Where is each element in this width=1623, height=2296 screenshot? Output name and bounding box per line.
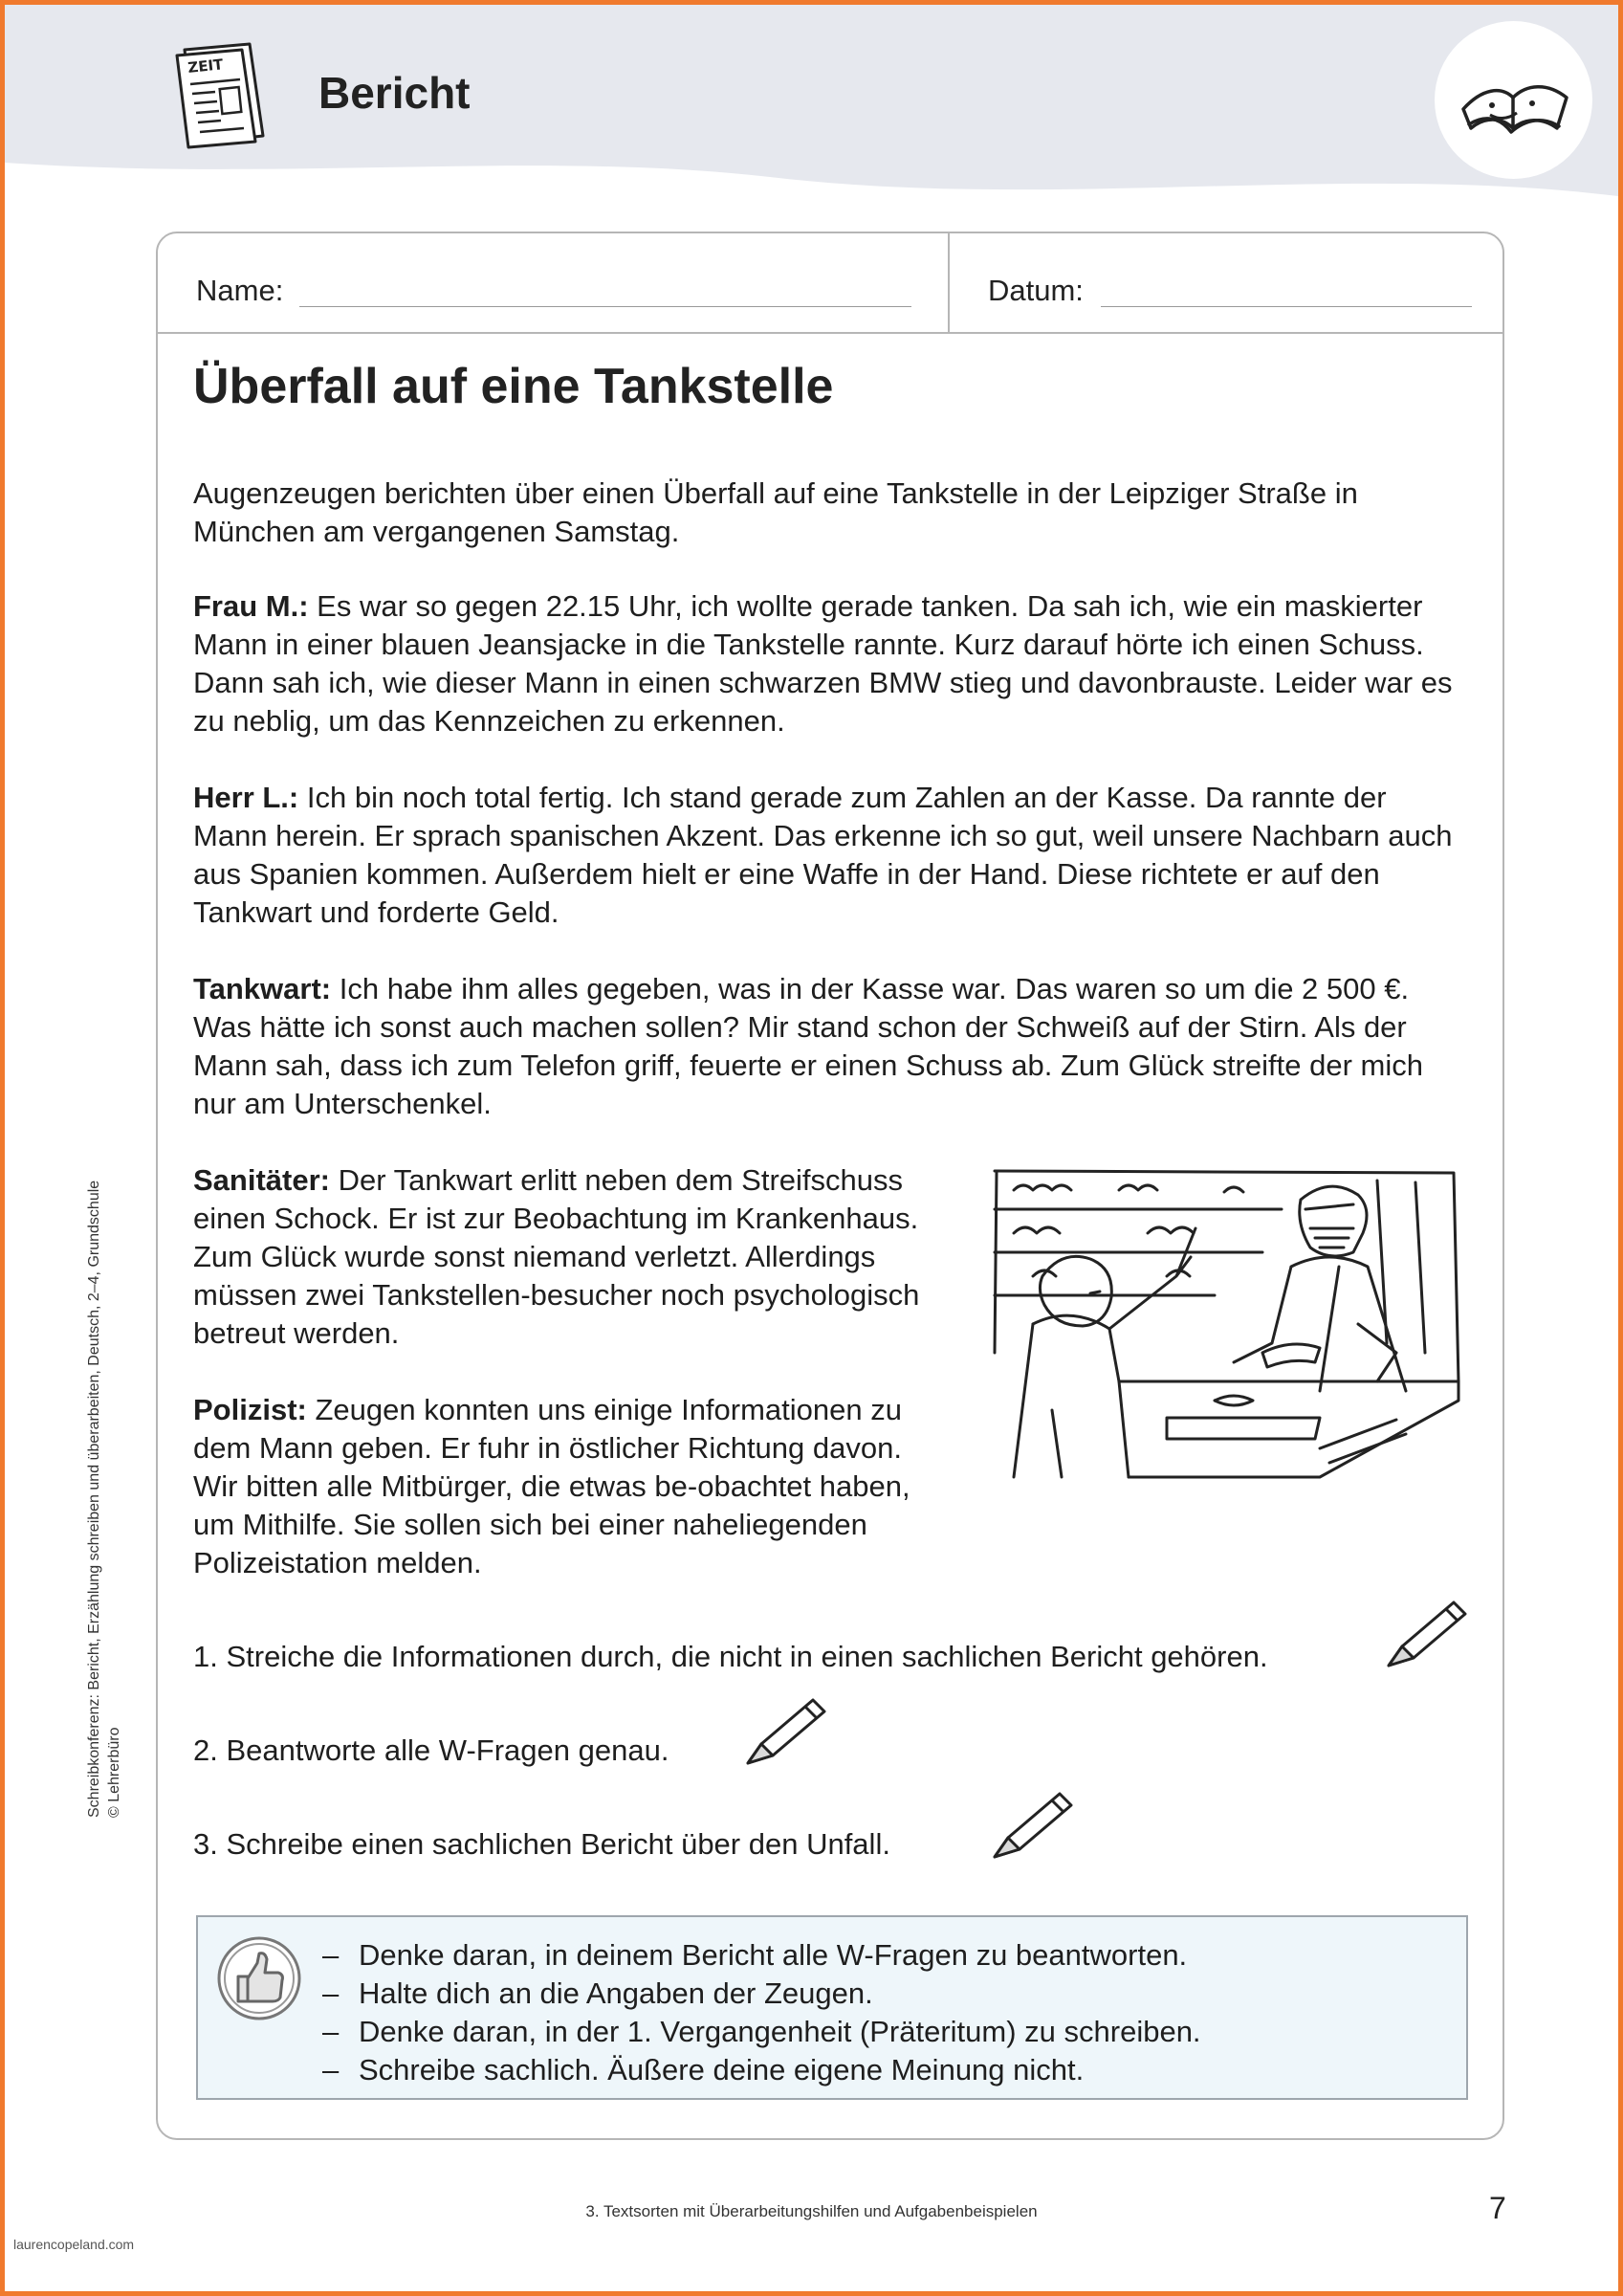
witness-frau-m [193,587,1465,740]
tip-item [322,1936,1201,1975]
name-date-bar [158,233,1502,334]
newspaper-icon [167,36,282,151]
witness-statement: Es war so gegen 22.15 Uhr, ich wollte gerade tanken. Da sah ich, wie ein maskierter Mann in einer blauen Jeansjacke in die Tankstelle rannte. Kurz darauf hörte ich einen Schuss. Dann sah ich, wie dieser Mann in einen schwarzen BMW stieg und davonbrauste. Leider war es zu neblig, um das Kennzeichen zu erkennen. [193,589,1453,738]
tip-dash: – [322,1938,340,1972]
speaker-label: Herr L.: [193,781,299,814]
side-credit-line1: Schreibkonferenz: Bericht, Erzählung schreiben und überarbeiten, Deutsch, 2–4, Grundschule [86,1180,102,1818]
task-2: 2. Beantworte alle W-Fragen genau. [193,1733,669,1767]
tip-text: Denke daran, in der 1. Vergangenheit (Präteritum) zu schreiben. [359,2015,1201,2048]
document-title: Überfall auf eine Tankstelle [193,359,834,414]
witness-polizist [193,1391,939,1582]
pencil-icon [736,1694,828,1775]
date-label: Datum: [988,274,1084,307]
witness-statement: Zeugen konnten uns einige Informationen zu dem Mann geben. Er fuhr in östlicher Richtung davon. Wir bitten alle Mitbürger, die etwas be-obachtet haben, um Mithilfe. Sie sollen sich bei einer naheliegenden Polizeistation melden. [193,1393,910,1579]
svg-text:ZEIT: ZEIT [186,55,225,77]
intro-paragraph: Augenzeugen berichten über einen Überfall auf eine Tankstelle in der Leipziger Straße in München am vergangenen Samstag. [193,476,1358,548]
tip-text: Halte dich an die Angaben der Zeugen. [359,1976,873,2010]
footer-chapter: 3. Textsorten mit Überarbeitungshilfen und Aufgabenbeispielen [585,2202,1038,2220]
task-3: 3. Schreibe einen sachlichen Bericht über den Unfall. [193,1827,890,1861]
witness-sanitaeter [193,1161,939,1353]
header-title: Bericht [318,68,471,118]
pencil-icon [1377,1597,1469,1677]
witness-statement: Der Tankwart erlitt neben dem Streifschuss einen Schock. Er ist zur Beobachtung im Krankenhaus. Zum Glück wurde sonst niemand verletzt. Allerdings müssen zwei Tankstellen-besucher noch psychologisch betreut werden. [193,1163,920,1350]
witness-herr-l [193,779,1465,932]
witness-tankwart [193,970,1465,1123]
name-label: Name: [196,274,284,307]
tip-text: Schreibe sachlich. Äußere deine eigene Meinung nicht. [359,2053,1085,2086]
watermark: laurencopeland.com [13,2237,135,2252]
speaker-label: Sanitäter: [193,1163,330,1197]
tip-item [322,2013,1201,2051]
thumbs-up-icon [215,1934,303,2022]
side-credit-line2: © Lehrerbüro [106,1727,122,1818]
tip-item [322,2051,1201,2089]
date-field[interactable] [1101,306,1472,307]
witness-statement: Ich bin noch total fertig. Ich stand gerade zum Zahlen an der Kasse. Da rannte der Mann herein. Er sprach spanischen Akzent. Das erkenne ich so gut, weil unsere Nachbarn auch aus Spanien kommen. Außerdem hielt er eine Waffe in der Hand. Diese richtete er auf den Tankwart und forderte Geld. [193,781,1453,929]
tip-dash: – [322,2015,340,2048]
speaker-label: Polizist: [193,1393,307,1426]
robbery-illustration [976,1161,1473,1520]
tip-list [322,1936,1201,2089]
pencil-icon [983,1788,1075,1868]
tip-item [322,1975,1201,2013]
tip-text: Denke daran, in deinem Bericht alle W-Fragen zu beantworten. [359,1938,1188,1972]
side-credit [84,1181,124,1818]
worksheet-card [156,232,1504,2140]
speaker-label: Tankwart: [193,972,332,1005]
namebar-divider [948,233,950,332]
tip-box [196,1915,1468,2100]
name-field[interactable] [299,306,911,307]
witness-statement: Ich habe ihm alles gegeben, was in der Kasse war. Das waren so um die 2 500 €. Was hätte ich sonst auch machen sollen? Mir stand schon der Schweiß auf der Stirn. Als der Mann sah, dass ich zum Telefon griff, feuerte er einen Schuss ab. Zum Glück streifte der mich nur am Unterschenkel. [193,972,1423,1120]
page-number: 7 [1489,2191,1506,2225]
tip-dash: – [322,1976,340,2010]
smiling-book-icon [1435,21,1592,179]
task-1: 1. Streiche die Informationen durch, die nicht in einen sachlichen Bericht gehören. [193,1640,1268,1673]
speaker-label: Frau M.: [193,589,309,623]
book-badge [1435,21,1592,179]
tip-dash: – [322,2053,340,2086]
